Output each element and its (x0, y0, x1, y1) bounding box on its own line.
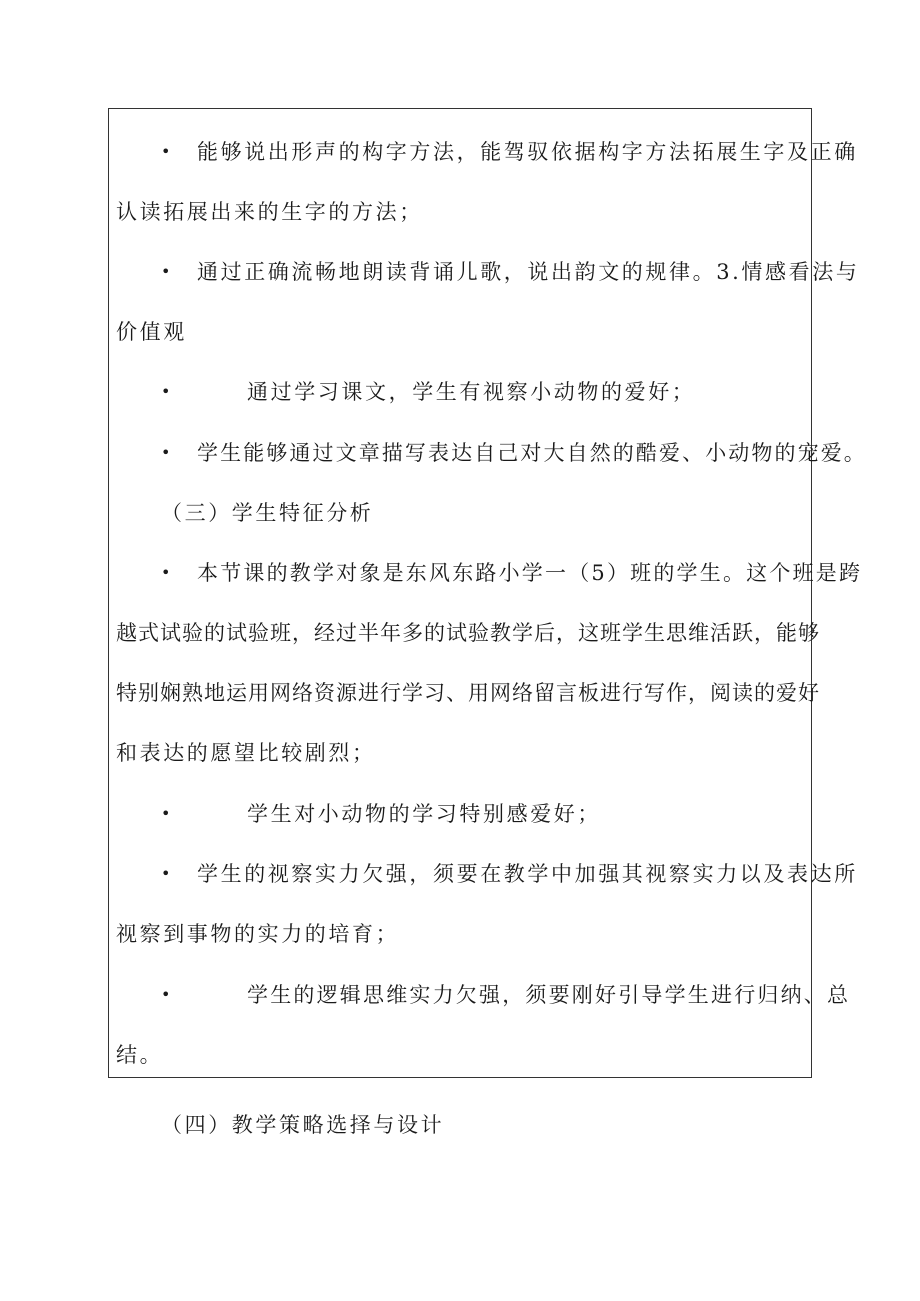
item-4-line-1: 学生能够通过文章描写表达自己对大自然的酷爱、小动物的宠爱。 (197, 441, 867, 465)
bullet-icon: • (161, 382, 171, 401)
item-2-line-2: 价值观 (116, 320, 187, 344)
item-5-line-4: 和表达的愿望比较剧烈； (116, 741, 376, 765)
item-8-line-1: 学生的逻辑思维实力欠强，须要刚好引导学生进行归纳、总 (247, 983, 851, 1007)
item-5-line-1: 本节课的教学对象是东风东路小学一（5）班的学生。这个班是跨 (197, 561, 863, 585)
bullet-icon: • (161, 443, 171, 462)
item-7-line-2: 视察到事物的实力的培育； (116, 922, 400, 946)
item-5-line-2: 越式试验的试验班，经过半年多的试验教学后，这班学生思维活跃，能够 (116, 621, 820, 645)
item-3-line-1: 通过学习课文，学生有视察小动物的爱好； (247, 380, 696, 404)
bullet-icon: • (161, 563, 171, 582)
item-8-line-2: 结。 (116, 1043, 164, 1067)
item-1-line-1: 能够说出形声的构字方法，能驾驭依据构字方法拓展生字及正确 (197, 140, 858, 164)
item-5-line-3: 特别娴熟地运用网络资源进行学习、用网络留言板进行写作，阅读的爱好 (116, 681, 820, 705)
item-7-line-1: 学生的视察实力欠强，须要在教学中加强其视察实力以及表达所 (197, 862, 858, 886)
item-1-line-2: 认读拓展出来的生字的方法； (116, 200, 423, 224)
bullet-icon: • (161, 262, 171, 281)
section-four-heading: （四）教学策略选择与设计 (161, 1113, 445, 1137)
bullet-icon: • (161, 864, 171, 883)
item-2-line-1: 通过正确流畅地朗读背诵儿歌，说出韵文的规律。3.情感看法与 (197, 260, 860, 284)
bullet-icon: • (161, 804, 171, 823)
bullet-icon: • (161, 985, 171, 1004)
section-three-heading: （三）学生特征分析 (161, 501, 374, 525)
bullet-icon: • (161, 142, 171, 161)
item-6-line-1: 学生对小动物的学习特别感爱好； (247, 802, 601, 826)
